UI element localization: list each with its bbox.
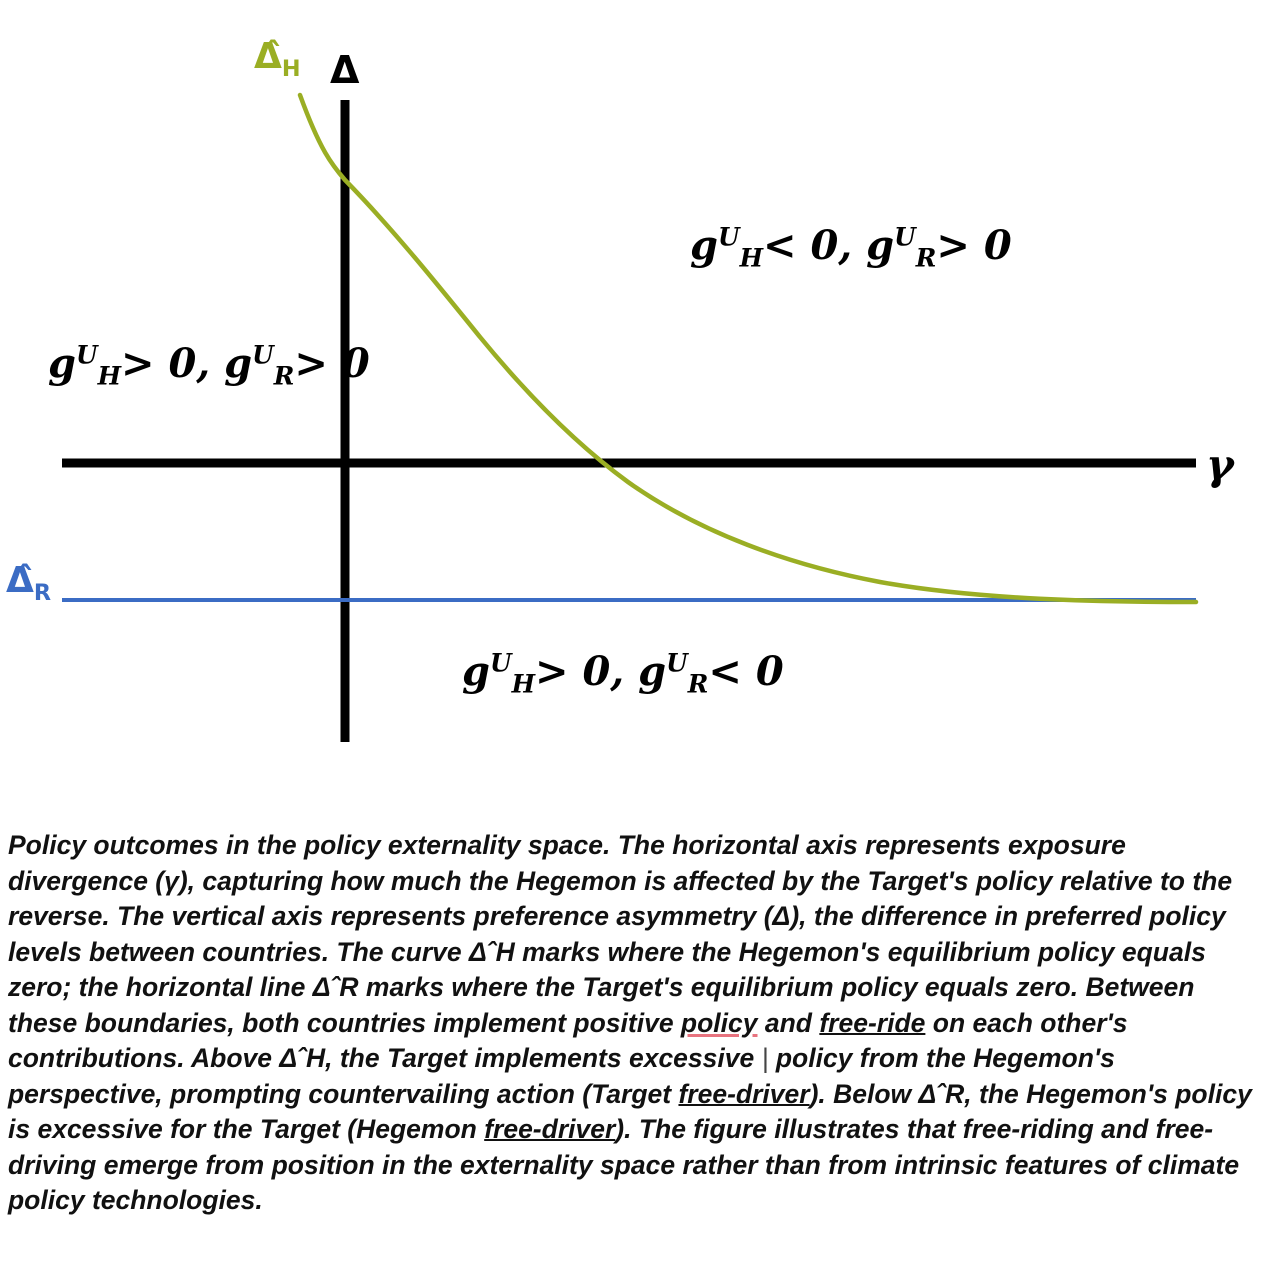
annotation-top-right-g1: g	[690, 222, 718, 269]
annotation-top-right-mid: < 0,	[763, 222, 853, 269]
annotation-bottom	[462, 648, 784, 698]
annotation-bottom-end: < 0	[708, 648, 784, 695]
caption-part-2: and	[757, 1007, 820, 1038]
annotation-left-sub2: R	[273, 361, 295, 391]
annotation-left-g1: g	[48, 340, 76, 387]
caption-misspelled-word-policy: policy	[680, 1007, 758, 1038]
annotation-top-right-end: > 0	[936, 222, 1012, 269]
annotation-top-right-sub2: R	[915, 243, 937, 273]
caption-link-free-driver-1: free-driver	[678, 1078, 810, 1109]
caption-link-free-ride: free-ride	[819, 1007, 926, 1038]
annotation-top-right-g2: g	[866, 222, 895, 269]
caption-part-6: ). The figure illustrates that free-riding and free-driving emerge from position in the externality space rather than from intrinsic features of climate policy technologies.	[8, 1114, 1240, 1215]
annotation-bottom-sub2: R	[687, 669, 709, 699]
annotation-bottom-sup1: U	[489, 648, 512, 678]
caption-link-free-driver-2: free-driver	[484, 1114, 616, 1144]
curve-label-delta-r	[6, 560, 51, 606]
caption-part-4: policy from the Hegemon's perspective, prompting countervailing action (Target	[8, 1043, 1115, 1109]
caption-part-5: ). Below ΔˆR, the Hegemon's policy is excessive for the Target (Hegemon	[8, 1078, 1252, 1144]
x-axis-label: γ	[1206, 440, 1234, 489]
annotation-top-right	[690, 222, 1012, 272]
caption-part-1: The horizontal axis represents exposure divergence (γ), capturing how much the Hegemon is affected by the Target's policy relative to the reverse. The vertical axis represents preference asymmetry (Δ), the difference in preferred policy levels between countries. The curve ΔˆH marks where the Hegemon's equilibrium policy equals zero; the horizontal line ΔˆR marks where the Target's equilibrium policy equals zero. Between these boundaries, both countries implement positive	[8, 830, 1233, 1038]
curve-label-delta-r-symbol: Δ̂	[6, 560, 34, 601]
annotation-left-g2: g	[224, 340, 253, 387]
figure-caption[interactable]	[8, 828, 1264, 1219]
annotation-bottom-g1: g	[462, 648, 490, 695]
annotation-left-mid: > 0,	[121, 340, 211, 387]
curve-label-delta-h-subscript: H	[281, 55, 301, 82]
caption-lead: Policy outcomes in the policy externality space.	[8, 830, 611, 860]
annotation-top-right-sub1: H	[739, 243, 764, 273]
caption-part-3: on each other's contributions. Above ΔˆH, the Target implements excessive	[8, 1007, 1128, 1073]
annotation-bottom-mid: > 0,	[535, 648, 625, 695]
curve-label-delta-r-subscript: R	[33, 579, 52, 606]
annotation-left-sub1: H	[97, 361, 122, 391]
annotation-top-right-sup1: U	[717, 222, 740, 252]
annotation-left-sup2: U	[252, 340, 274, 370]
annotation-bottom-g2: g	[638, 648, 667, 695]
annotation-left-sup1: U	[75, 340, 98, 370]
annotation-bottom-sub1: H	[511, 669, 536, 699]
annotation-left	[48, 340, 370, 390]
annotation-left-end: > 0	[294, 340, 370, 387]
annotation-top-right-sup2: U	[894, 222, 916, 252]
y-axis-label: Δ	[330, 48, 360, 92]
curve-label-delta-h	[254, 36, 301, 82]
text-cursor: |	[761, 1043, 769, 1073]
series-delta-h-curve	[300, 95, 1196, 602]
annotation-bottom-sup2: U	[666, 648, 688, 678]
curve-label-delta-h-symbol: Δ̂	[254, 36, 282, 77]
